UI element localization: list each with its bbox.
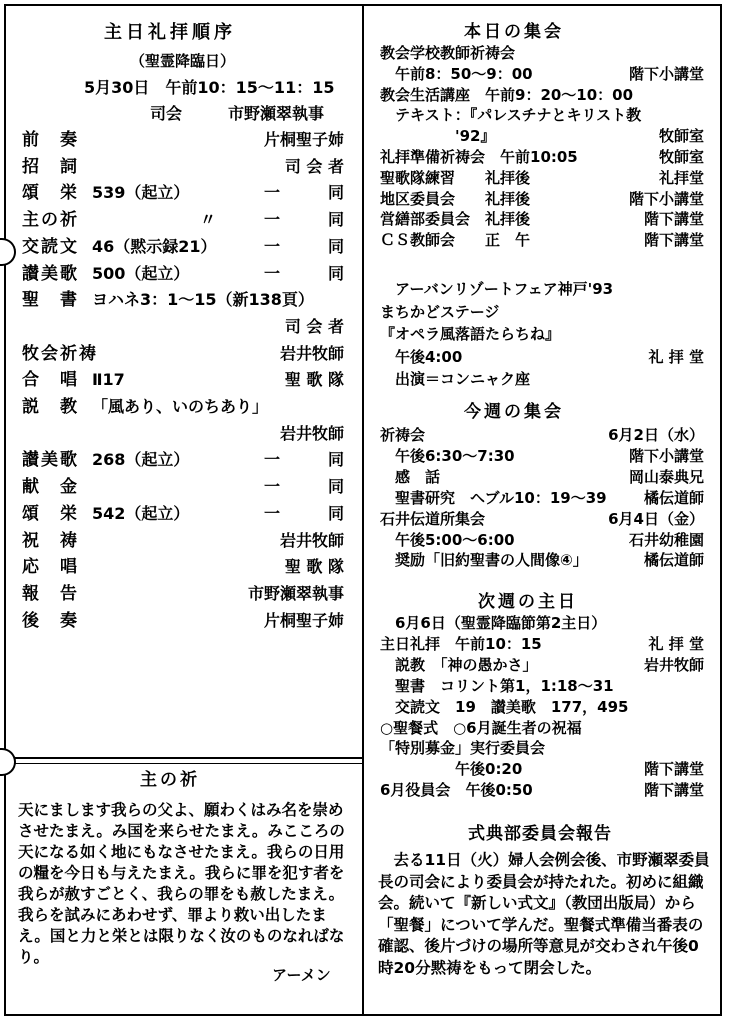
week-line-text: 石井伝道所集会 bbox=[380, 510, 486, 528]
order-row-person: 司 会 者 bbox=[284, 157, 344, 176]
next-sunday-title: 次週の主日 bbox=[478, 592, 578, 612]
next-line-text: 6月6日（聖霊降臨節第2主日） bbox=[380, 614, 607, 632]
week-line-text: 聖書研究 ヘブル10：19〜39 bbox=[380, 489, 607, 507]
week-line-place: 6月4日（金） bbox=[608, 510, 704, 528]
order-row-person: 市野瀬翠執事 bbox=[247, 584, 344, 603]
order-row-person: 岩井牧師 bbox=[279, 424, 344, 443]
today-line-text: 教会生活講座 午前9：20〜10：00 bbox=[380, 86, 634, 104]
today-line-text: 地区委員会 礼拝後 bbox=[380, 190, 531, 208]
order-row-label: 招 詞 bbox=[22, 157, 79, 177]
today-line-text: 教会学校教師祈祷会 bbox=[380, 44, 516, 62]
event-line-text: 午後4:00 bbox=[380, 348, 463, 366]
order-row-label: 聖 書 bbox=[22, 290, 79, 310]
event-line-text: アーバンリゾートフェア神戸'93 bbox=[380, 280, 614, 298]
worship-order-subtitle: （聖霊降臨日） bbox=[130, 52, 236, 70]
order-row-item: 268（起立） bbox=[92, 450, 190, 469]
order-row-label: 交読文 bbox=[22, 237, 79, 257]
order-row-label: 合 唱 bbox=[22, 370, 79, 390]
order-row-item: ヨハネ3：1〜15（新138頁） bbox=[92, 290, 314, 309]
worship-date-time: 5月30日 午前10：15〜11：15 bbox=[84, 78, 335, 97]
order-row-person: 片桐聖子姉 bbox=[263, 130, 344, 149]
order-row-person: 片桐聖子姉 bbox=[263, 611, 344, 630]
week-line-text: 午後6:30〜7:30 bbox=[380, 447, 515, 465]
next-line-text: 「特別募金」実行委員会 bbox=[380, 739, 546, 757]
order-row-item: 〃 bbox=[200, 210, 217, 229]
event-line-place: 礼 拝 堂 bbox=[648, 348, 704, 366]
order-row-label: 前 奏 bbox=[22, 130, 79, 150]
today-line-place: 階下小講堂 bbox=[628, 190, 704, 208]
order-row-item: 542（起立） bbox=[92, 504, 190, 523]
order-row-person: 聖 歌 隊 bbox=[284, 370, 344, 389]
presider-name: 市野瀬翠執事 bbox=[228, 104, 325, 123]
week-line-text: 感 話 bbox=[380, 468, 441, 486]
worship-order-title: 主日礼拝順序 bbox=[104, 22, 236, 43]
today-line-place: 礼拝堂 bbox=[658, 169, 704, 187]
week-line-text: 午後5:00〜6:00 bbox=[380, 531, 515, 549]
prayer-title: 主の祈 bbox=[140, 770, 200, 790]
order-row-person: 一 同 bbox=[263, 210, 344, 229]
order-row-label: 献 金 bbox=[22, 477, 79, 497]
next-line-text: ○聖餐式 ○6月誕生者の祝福 bbox=[380, 719, 582, 737]
next-line-text: 主日礼拝 午前10：15 bbox=[380, 635, 542, 653]
today-line-text: 午前8：50〜9：00 bbox=[380, 65, 533, 83]
order-row-label: 讃美歌 bbox=[22, 264, 79, 284]
section-divider bbox=[4, 757, 364, 759]
today-line-text: ＣＳ教師会 正 午 bbox=[380, 231, 531, 249]
event-line-text: 出演＝コンニャク座 bbox=[380, 370, 531, 388]
today-line-place: 牧師室 bbox=[658, 127, 704, 145]
report-title: 式典部委員会報告 bbox=[468, 824, 612, 844]
order-row-item: 「風あり、いのちあり」 bbox=[92, 397, 269, 416]
next-line-place: 階下講堂 bbox=[643, 760, 704, 778]
next-line-text: 説教 「神の愚かさ」 bbox=[380, 656, 538, 674]
week-line-place: 石井幼稚園 bbox=[628, 531, 704, 549]
order-row-person: 一 同 bbox=[263, 477, 344, 496]
next-line-text: 午後0:20 bbox=[380, 760, 523, 778]
today-line-text: 礼拝準備祈祷会 午前10:05 bbox=[380, 148, 578, 166]
today-line-place: 階下小講堂 bbox=[628, 65, 704, 83]
order-row-label: 讃美歌 bbox=[22, 450, 79, 470]
event-line-text: 『オペラ風落語たらちね』 bbox=[380, 325, 561, 343]
today-meetings-title: 本日の集会 bbox=[464, 22, 564, 42]
order-row-label: 報 告 bbox=[22, 584, 79, 604]
today-line-place: 牧師室 bbox=[658, 148, 704, 166]
next-line-text: 6月役員会 午後0:50 bbox=[380, 781, 533, 799]
order-row-person: 聖 歌 隊 bbox=[284, 557, 344, 576]
order-row-label: 応 唱 bbox=[22, 557, 79, 577]
order-row-label: 頌 栄 bbox=[22, 504, 79, 524]
week-line-place: 橘伝道師 bbox=[643, 551, 704, 569]
order-row-label: 頌 栄 bbox=[22, 183, 79, 203]
this-week-title: 今週の集会 bbox=[464, 402, 564, 422]
today-line-text: '92』 bbox=[380, 127, 496, 145]
next-line-text: 交読文 19 讃美歌 177，495 bbox=[380, 698, 629, 716]
order-row-person: 岩井牧師 bbox=[279, 531, 344, 550]
order-row-label: 説 教 bbox=[22, 397, 79, 417]
today-line-place: 階下講堂 bbox=[643, 210, 704, 228]
order-row-label: 後 奏 bbox=[22, 611, 79, 631]
order-row-person: 司 会 者 bbox=[284, 317, 344, 336]
prayer-amen: アーメン bbox=[272, 966, 331, 984]
order-row-label: 祝 祷 bbox=[22, 531, 79, 551]
order-row-person: 一 同 bbox=[263, 450, 344, 469]
week-line-text: 奨励「旧約聖書の人間像④」 bbox=[380, 551, 588, 569]
week-line-place: 橘伝道師 bbox=[643, 489, 704, 507]
today-line-place: 階下講堂 bbox=[643, 231, 704, 249]
next-line-place: 岩井牧師 bbox=[643, 656, 704, 674]
week-line-place: 岡山泰典兄 bbox=[628, 468, 704, 486]
order-row-person: 岩井牧師 bbox=[279, 344, 344, 363]
order-row-person: 一 同 bbox=[263, 504, 344, 523]
today-line-text: 聖歌隊練習 礼拝後 bbox=[380, 169, 531, 187]
event-line-text: まちかどステージ bbox=[380, 303, 500, 321]
order-row-item: 500（起立） bbox=[92, 264, 190, 283]
report-text: 去る11日（火）婦人会例会後、市野瀬翠委員長の司会により委員会が持たれた。初めに組織会。続いて『新しい式文』（教団出版局）から「聖餐」について学んだ。聖餐式準備当番表の確認、後片づけの場所等意見が交わされ午後0時20分黙祷をもって閉会した。 bbox=[378, 851, 710, 977]
week-line-place: 階下小講堂 bbox=[628, 447, 704, 465]
week-line-place: 6月2日（水） bbox=[608, 426, 704, 444]
order-row-item: 46（黙示録21） bbox=[92, 237, 217, 256]
next-line-place: 礼 拝 堂 bbox=[648, 635, 704, 653]
column-divider bbox=[362, 4, 364, 1016]
next-line-place: 階下講堂 bbox=[643, 781, 704, 799]
today-line-text: 営繕部委員会 礼拝後 bbox=[380, 210, 531, 228]
section-divider-thin bbox=[4, 763, 364, 764]
order-row-label: 主の祈 bbox=[22, 210, 79, 230]
order-row-person: 一 同 bbox=[263, 264, 344, 283]
next-line-text: 聖書 コリント第1，1:18〜31 bbox=[380, 677, 614, 695]
week-line-text: 祈祷会 bbox=[380, 426, 426, 444]
lords-prayer-text: 天にまします我らの父よ、願わくはみ名を崇めさせたまえ。み国を来らせたまえ。みこころの天になる如く地にもなさせたまえ。我らの日用の糧を今日も与えたまえ。我らに罪を犯す者を我らが赦すごとく、我らの罪をも赦したまえ。我らを試みにあわせず、罪より救い出したまえ。国と力と栄とは限りなく汝のものなればなり。 bbox=[18, 801, 345, 966]
order-row-label: 牧会祈祷 bbox=[22, 344, 98, 364]
today-line-text: テキスト：『パレスチナとキリスト教 bbox=[380, 106, 642, 124]
order-row-item: Ⅱ17 bbox=[92, 370, 125, 389]
presider-label: 司会 bbox=[150, 104, 183, 123]
order-row-person: 一 同 bbox=[263, 183, 344, 202]
order-row-person: 一 同 bbox=[263, 237, 344, 256]
order-row-item: 539（起立） bbox=[92, 183, 190, 202]
